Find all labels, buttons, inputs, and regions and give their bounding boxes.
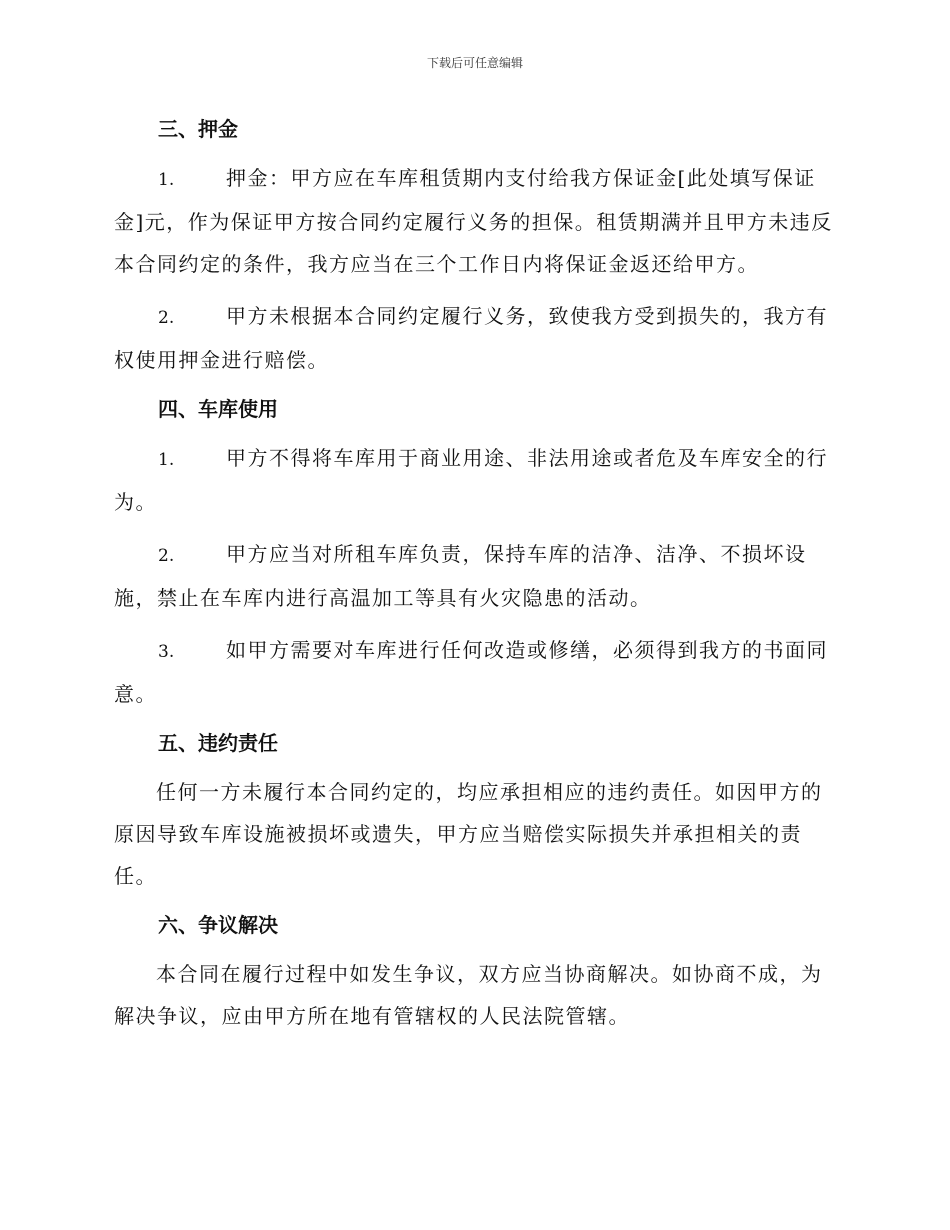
clause-number: 2. xyxy=(158,308,175,328)
clause-use-2 xyxy=(114,533,836,619)
clause-use-3 xyxy=(114,629,836,715)
clause-number: 3. xyxy=(158,642,175,662)
page-header-note: 下载后可任意编辑 xyxy=(426,56,523,70)
clause-number: 1. xyxy=(158,170,175,190)
clause-text: 甲方未根据本合同约定履行义务，致使我方受到损失的，我方有权使用押金进行赔偿。 xyxy=(114,304,828,372)
section-heading-liability: 五、违约责任 xyxy=(158,731,278,755)
clause-use-1 xyxy=(114,437,836,523)
clause-text: 如甲方需要对车库进行任何改造或修缮，必须得到我方的书面同意。 xyxy=(114,638,828,706)
clause-number: 2. xyxy=(158,546,175,566)
section-heading-garage-use: 四、车库使用 xyxy=(158,397,278,421)
clause-number: 1. xyxy=(158,450,175,470)
clause-deposit-2 xyxy=(114,295,836,381)
dispute-paragraph: 本合同在履行过程中如发生争议，双方应当协商解决。如协商不成，为解决争议，应由甲方所在地有管辖权的人民法院管辖。 xyxy=(114,962,823,1028)
clause-text: 甲方应当对所租车库负责，保持车库的洁净、洁净、不损坏设施，禁止在车库内进行高温加工等具有火灾隐患的活动。 xyxy=(114,542,807,610)
section-heading-deposit: 三、押金 xyxy=(158,117,238,141)
clause-text: 押金：甲方应在车库租赁期内支付给我方保证金[此处填写保证金]元，作为保证甲方按合同约定履行义务的担保。租赁期满并且甲方未违反本合同约定的条件，我方应当在三个工作日内将保证金返还给甲方。 xyxy=(114,166,833,276)
section-heading-dispute: 六、争议解决 xyxy=(158,913,278,937)
liability-paragraph: 任何一方未履行本合同约定的，均应承担相应的违约责任。如因甲方的原因导致车库设施被损坏或遗失，甲方应当赔偿实际损失并承担相关的责任。 xyxy=(114,780,823,888)
clause-deposit-1 xyxy=(114,157,836,285)
document-body xyxy=(114,111,836,1047)
clause-text: 甲方不得将车库用于商业用途、非法用途或者危及车库安全的行为。 xyxy=(114,446,828,514)
